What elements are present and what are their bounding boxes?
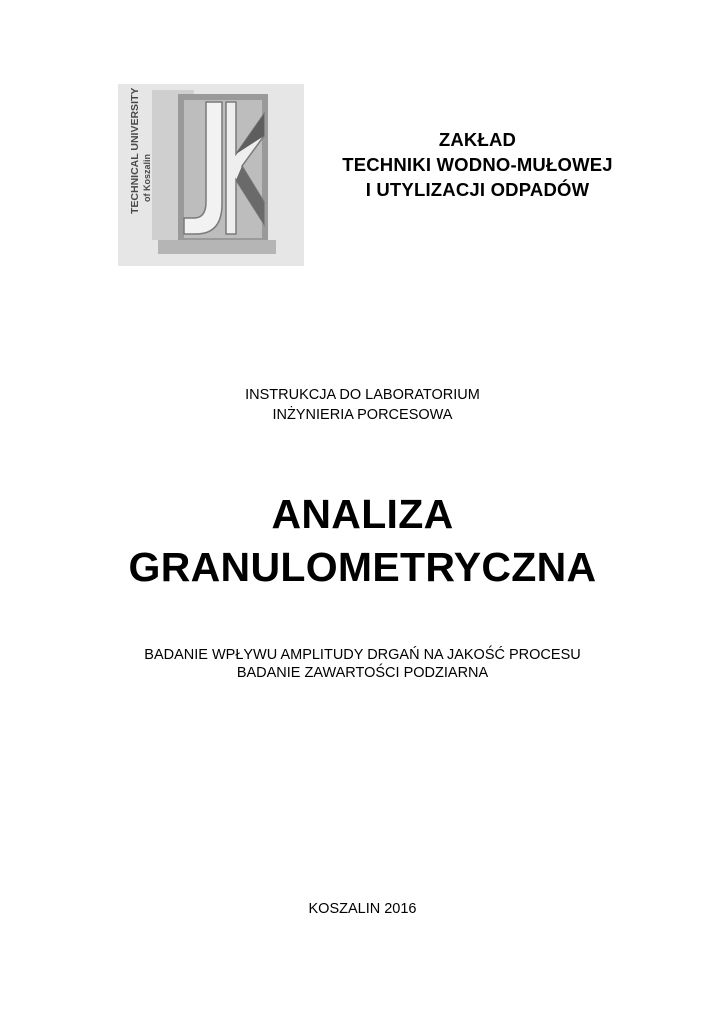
logo-text-line2: of Koszalin	[142, 153, 152, 202]
instruction-line-2: INŻYNIERIA PORCESOWA	[272, 407, 453, 423]
department-heading	[320, 127, 635, 202]
logo-base	[158, 240, 276, 254]
document-title	[0, 488, 725, 594]
instruction-line-1: INSTRUKCJA DO LABORATORIUM	[245, 387, 480, 403]
logo-emblem	[118, 84, 304, 266]
department-line-1: ZAKŁAD	[438, 129, 517, 150]
title-line-1: ANALIZA	[271, 491, 454, 537]
document-subtitle	[0, 646, 725, 682]
subtitle-line-1: BADANIE WPŁYWU AMPLITUDY DRGAŃ NA JAKOŚĆ PROCESU	[144, 647, 581, 663]
title-line-2: GRANULOMETRYCZNA	[128, 544, 597, 590]
department-line-3: I UTYLIZACJI ODPADÓW	[365, 179, 590, 200]
logo-text-line1: TECHNICAL UNIVERSITY	[129, 87, 141, 214]
place-year-text: KOSZALIN 2016	[308, 901, 417, 917]
department-line-2: TECHNIKI WODNO-MUŁOWEJ	[342, 154, 613, 175]
instruction-block	[0, 385, 725, 425]
place-year	[0, 899, 725, 919]
subtitle-line-2: BADANIE ZAWARTOŚCI PODZIARNA	[236, 665, 489, 681]
university-logo	[118, 84, 304, 266]
